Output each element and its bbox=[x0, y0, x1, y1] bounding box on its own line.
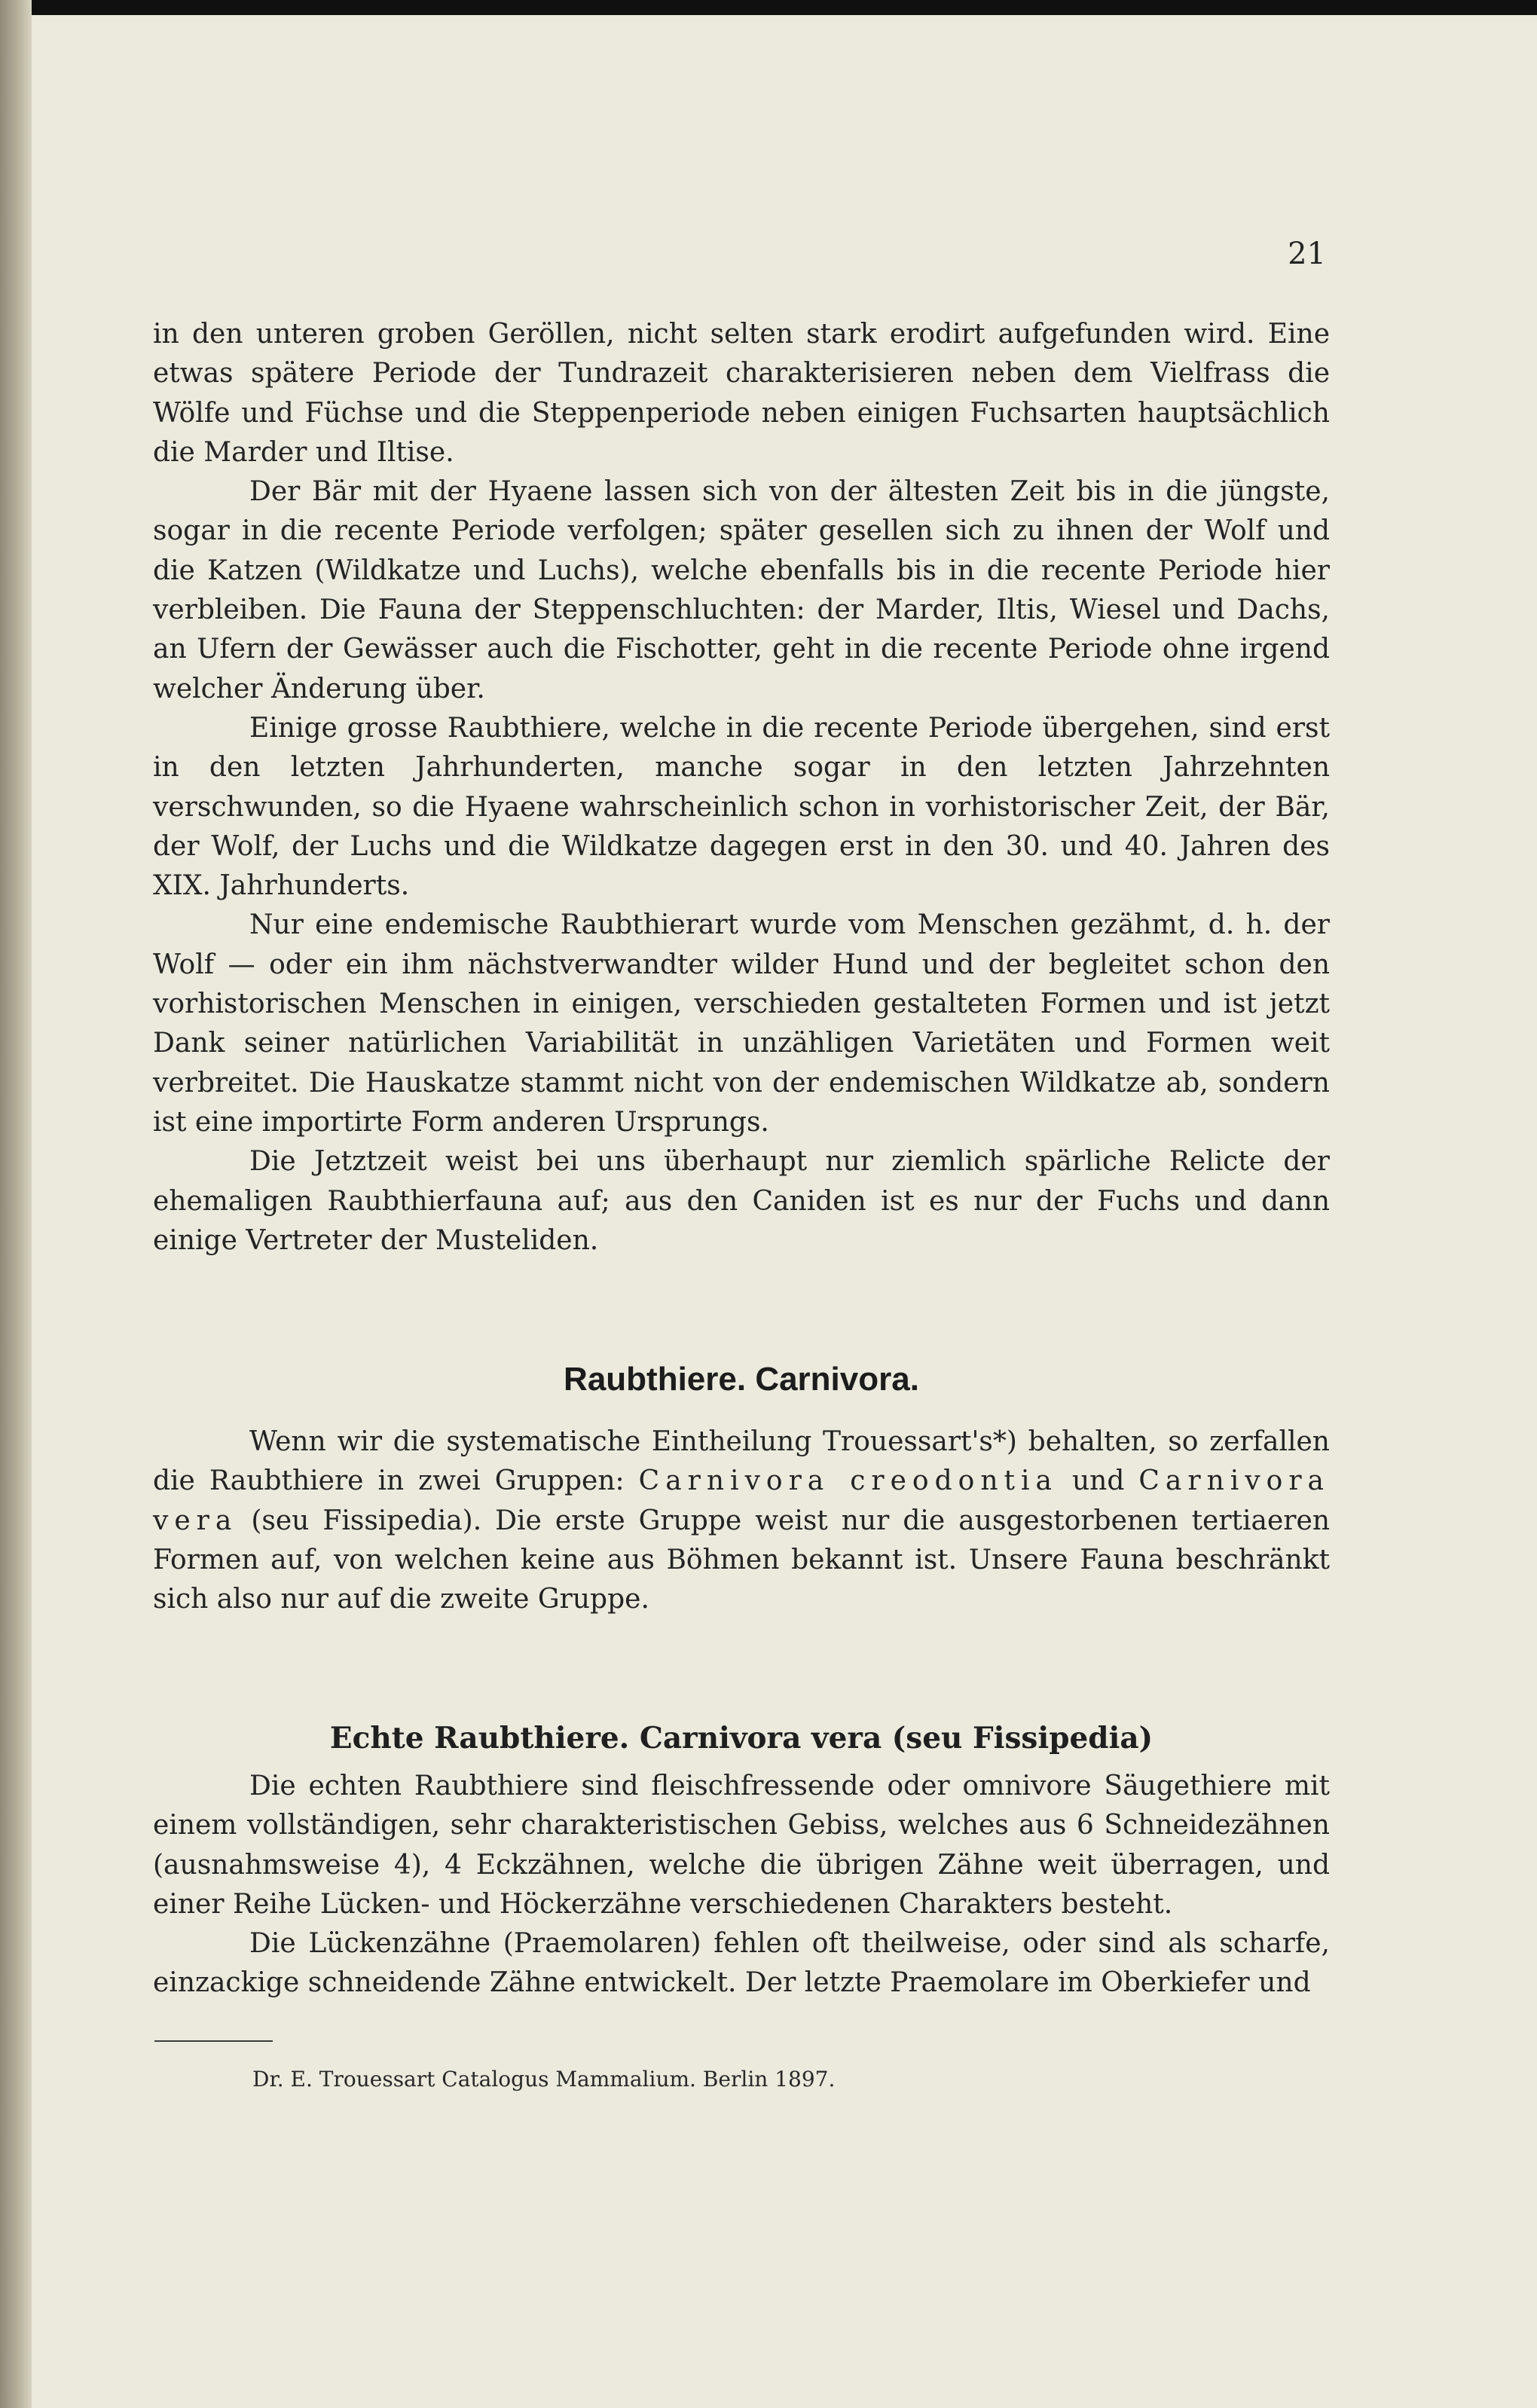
carnivora-classification-paragraph bbox=[153, 1422, 1330, 1619]
footnote: Dr. E. Trouessart Catalogus Mammalium. Berlin 1897. bbox=[252, 2067, 836, 2092]
carnivora-vera-text bbox=[153, 1767, 1330, 2003]
book-gutter-edge bbox=[0, 0, 32, 2408]
intro-paragraph-2: Der Bär mit der Hyaene lassen sich von der ältesten Zeit bis in die jüngste, sogar in die recente Periode verfolgen; später gesellen sich zu ihnen der Wolf und die Katzen (Wildkatze und Luchs), welche ebenfalls bis in die recente Periode hier verbleiben. Die Fauna der Steppenschluchten: der Marder, Iltis, Wiesel und Dachs, an Ufern der Gewässer auch die Fischotter, geht in die recente Periode ohne irgend welcher Änderung über. bbox=[153, 476, 1330, 704]
classification-text-start: Wenn wir die systematische Eintheilung Trouessart's*) behalten, so zerfallen die Raubthiere in zwei Gruppen: bbox=[153, 1426, 1330, 1497]
classification-text-end: (seu Fissipedia). Die erste Gruppe weist nur die ausgestorbenen tertiaeren Formen auf, von welchen keine aus Böhmen bekannt ist. Unsere Fauna beschränkt sich also nur auf die zweite Gruppe. bbox=[153, 1505, 1330, 1615]
dentition-paragraph-1: Die echten Raubthiere sind fleischfressende oder omnivore Säugethiere mit einem vollständigen, sehr charakteristischen Gebiss, welches aus 6 Schneidezähnen (ausnahmsweise 4), 4 Eckzähnen, welche die übrigen Zähne weit überragen, und einer Reihe Lücken- und Höckerzähne verschiedenen Charakters besteht. bbox=[153, 1771, 1330, 1920]
footnote-divider bbox=[154, 2040, 273, 2042]
dentition-paragraph-2: Die Lückenzähne (Praemolaren) fehlen oft theilweise, oder sind als scharfe, einzackige schneidende Zähne entwickelt. Der letzte Praemolare im Oberkiefer und bbox=[153, 1928, 1330, 1999]
carnivora-creodontia-term: Carnivora creodontia bbox=[638, 1465, 1058, 1497]
intro-paragraph-3: Einige grosse Raubthiere, welche in die recente Periode übergehen, sind erst in den letzten Jahrhunderten, manche sogar in den letzten Jahrzehnten verschwunden, so die Hyaene wahrscheinlich schon in vorhistorischer Zeit, der Bär, der Wolf, der Luchs und die Wildkatze dagegen erst in den 30. und 40. Jahren des XIX. Jahrhunderts. bbox=[153, 712, 1330, 902]
scan-top-border bbox=[0, 0, 1537, 15]
subsection-heading-carnivora-vera: Echte Raubthiere. Carnivora vera (seu Fissipedia) bbox=[329, 1721, 1154, 1756]
intro-text bbox=[153, 315, 1330, 1261]
classification-conjunction: und bbox=[1057, 1465, 1139, 1497]
intro-paragraph-5: Die Jetztzeit weist bei uns überhaupt nur ziemlich spärliche Relicte der ehemaligen Raubthierfauna auf; aus den Caniden ist es nur der Fuchs und dann einige Vertreter der Musteliden. bbox=[153, 1146, 1330, 1256]
intro-paragraph-1: in den unteren groben Geröllen, nicht selten stark erodirt aufgefunden wird. Eine etwas spätere Periode der Tundrazeit charakterisieren neben dem Vielfrass die Wölfe und Füchse und die Steppenperiode neben einigen Fuchsarten hauptsächlich die Marder und Iltise. bbox=[153, 319, 1330, 468]
page-number: 21 bbox=[1288, 237, 1326, 271]
carnivora-vera-term: Carnivora vera bbox=[153, 1465, 1330, 1536]
carnivora-intro bbox=[153, 1422, 1330, 1619]
section-heading-carnivora: Raubthiere. Carnivora. bbox=[564, 1361, 919, 1398]
intro-paragraph-4: Nur eine endemische Raubthierart wurde vom Menschen gezähmt, d. h. der Wolf — oder ein ihm nächstverwandter wilder Hund und der begleitet schon den vorhistorischen Menschen in einigen, verschieden gestalteten Formen und ist jetzt Dank seiner natürlichen Variabilität in unzähligen Varietäten und Formen weit verbreitet. Die Hauskatze stammt nicht von der endemischen Wildkatze ab, sondern ist eine importirte Form anderen Ursprungs. bbox=[153, 909, 1330, 1138]
